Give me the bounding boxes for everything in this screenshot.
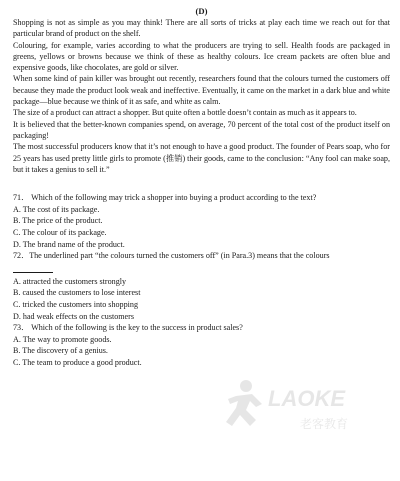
passage-paragraph: The size of a product can attract a shopper. But quite often a bottle doesn’t contain as much as it appears to. bbox=[13, 108, 357, 118]
watermark-brand-cn: 老客教育 bbox=[300, 417, 349, 431]
answer-option: C. The team to produce a good product. bbox=[13, 357, 142, 367]
question-71 bbox=[13, 192, 390, 250]
question-73 bbox=[13, 322, 390, 368]
passage-paragraph: When some kind of pain killer was brought out recently, researchers found that the colours turned the customers off because they made the product look weak and ineffective. Eventually, it came on the market in a dark blue and white package—blue because we think of it as safe, and white as calm. bbox=[13, 74, 390, 107]
answer-option: A. The way to promote goods. bbox=[13, 334, 112, 344]
answer-option: B. The price of the product. bbox=[13, 216, 103, 226]
answer-option: B. The discovery of a genius. bbox=[13, 346, 108, 356]
answer-option: A. attracted the customers strongly bbox=[13, 276, 127, 286]
question-stem: 73． Which of the following is the key to the success in product sales? bbox=[13, 323, 243, 333]
answer-option: D. had weak effects on the customers bbox=[13, 311, 134, 321]
answer-option: B. caused the customers to lose interest bbox=[13, 288, 141, 298]
passage-paragraph: The most successful producers know that it’s not enough to have a good product. The founder of Pears soap, who for 25 years has used pretty little girls to promote (推销) their goods, came to the conclusion: “Any fool can make soap, but it takes a genius to sell it.” bbox=[13, 142, 390, 174]
section-heading: (D) bbox=[195, 6, 208, 16]
watermark-brand: LAOKE bbox=[268, 386, 345, 411]
answer-option: C. tricked the customers into shopping bbox=[13, 299, 138, 309]
passage-paragraph: Shopping is not as simple as you may think! There are all sorts of tricks at play each time we reach out for that particular brand of product on the shelf. bbox=[13, 18, 390, 39]
question-72 bbox=[13, 250, 390, 322]
answer-option: D. The brand name of the product. bbox=[13, 239, 125, 249]
question-list bbox=[13, 192, 390, 368]
passage-paragraph: It is believed that the better-known companies spend, on average, 70 percent of the total cost of the product itself on packaging! bbox=[13, 119, 390, 140]
answer-option: C. The colour of its package. bbox=[13, 227, 107, 237]
passage-paragraph: Colouring, for example, varies according to what the producers are trying to sell. Health foods are packaged in greens, yellows or browns because we think of these as healthy colours. Ice cream packets are often blue and expensive goods, like chocolates, are gold or silver. bbox=[13, 40, 390, 73]
question-stem: 71． Which of the following may trick a shopper into buying a product according to the text? bbox=[13, 193, 317, 203]
answer-blank bbox=[13, 262, 53, 273]
question-stem: 72．The underlined part “the colours turned the customers off” (in Para.3) means that the colours bbox=[13, 251, 330, 261]
answer-option: A. The cost of its package. bbox=[13, 204, 100, 214]
reading-passage bbox=[13, 17, 390, 175]
